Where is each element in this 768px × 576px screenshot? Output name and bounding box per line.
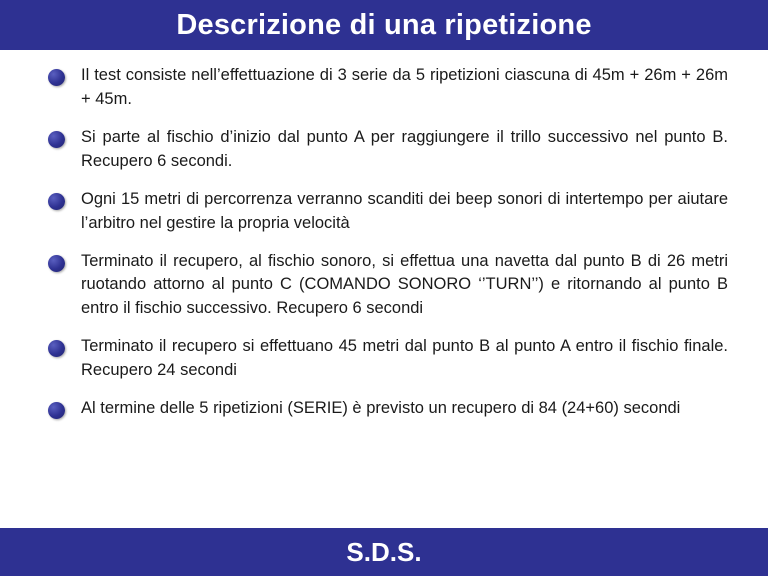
list-item-text: Al termine delle 5 ripetizioni (SERIE) è previsto un recupero di 84 (24+60) secondi (81, 399, 681, 418)
list-item (48, 64, 728, 112)
bullet-dot-icon (48, 193, 65, 210)
bullet-dot-icon (48, 255, 65, 272)
bullet-dot-icon (48, 340, 65, 357)
bullet-list (0, 50, 768, 528)
bullet-dot-icon (48, 402, 65, 419)
footer-bar (0, 528, 768, 576)
list-item (48, 250, 728, 322)
list-item-text: Ogni 15 metri di percorrenza verranno scanditi dei beep sonori di intertempo per aiutare l’arbitro nel gestire la propria velocità (81, 189, 728, 232)
page-title: Descrizione di una ripetizione (176, 8, 592, 41)
list-item (48, 126, 728, 174)
title-bar (0, 0, 768, 50)
list-item-text: Il test consiste nell’effettuazione di 3 serie da 5 ripetizioni ciascuna di 45m + 26m + 26m + 45m. (81, 66, 728, 108)
bullet-dot-icon (48, 69, 65, 86)
list-item-text: Si parte al fischio d’inizio dal punto A per raggiungere il trillo successivo nel punto B. Recupero 6 secondi. (81, 127, 728, 170)
list-item (48, 188, 728, 236)
list-item (48, 397, 728, 421)
list-item-text: Terminato il recupero, al fischio sonoro, si effettua una navetta dal punto B di 26 metri ruotando attorno al punto C (COMANDO SONORO ‘’TURN’’) e ritornando al punto B entro il fischio successivo. Recupero 6 secondi (81, 251, 728, 318)
list-item-text: Terminato il recupero si effettuano 45 metri dal punto B al punto A entro il fischio finale. Recupero 24 secondi (81, 337, 728, 380)
footer-label: S.D.S. (346, 537, 422, 567)
list-item (48, 335, 728, 383)
bullet-dot-icon (48, 131, 65, 148)
